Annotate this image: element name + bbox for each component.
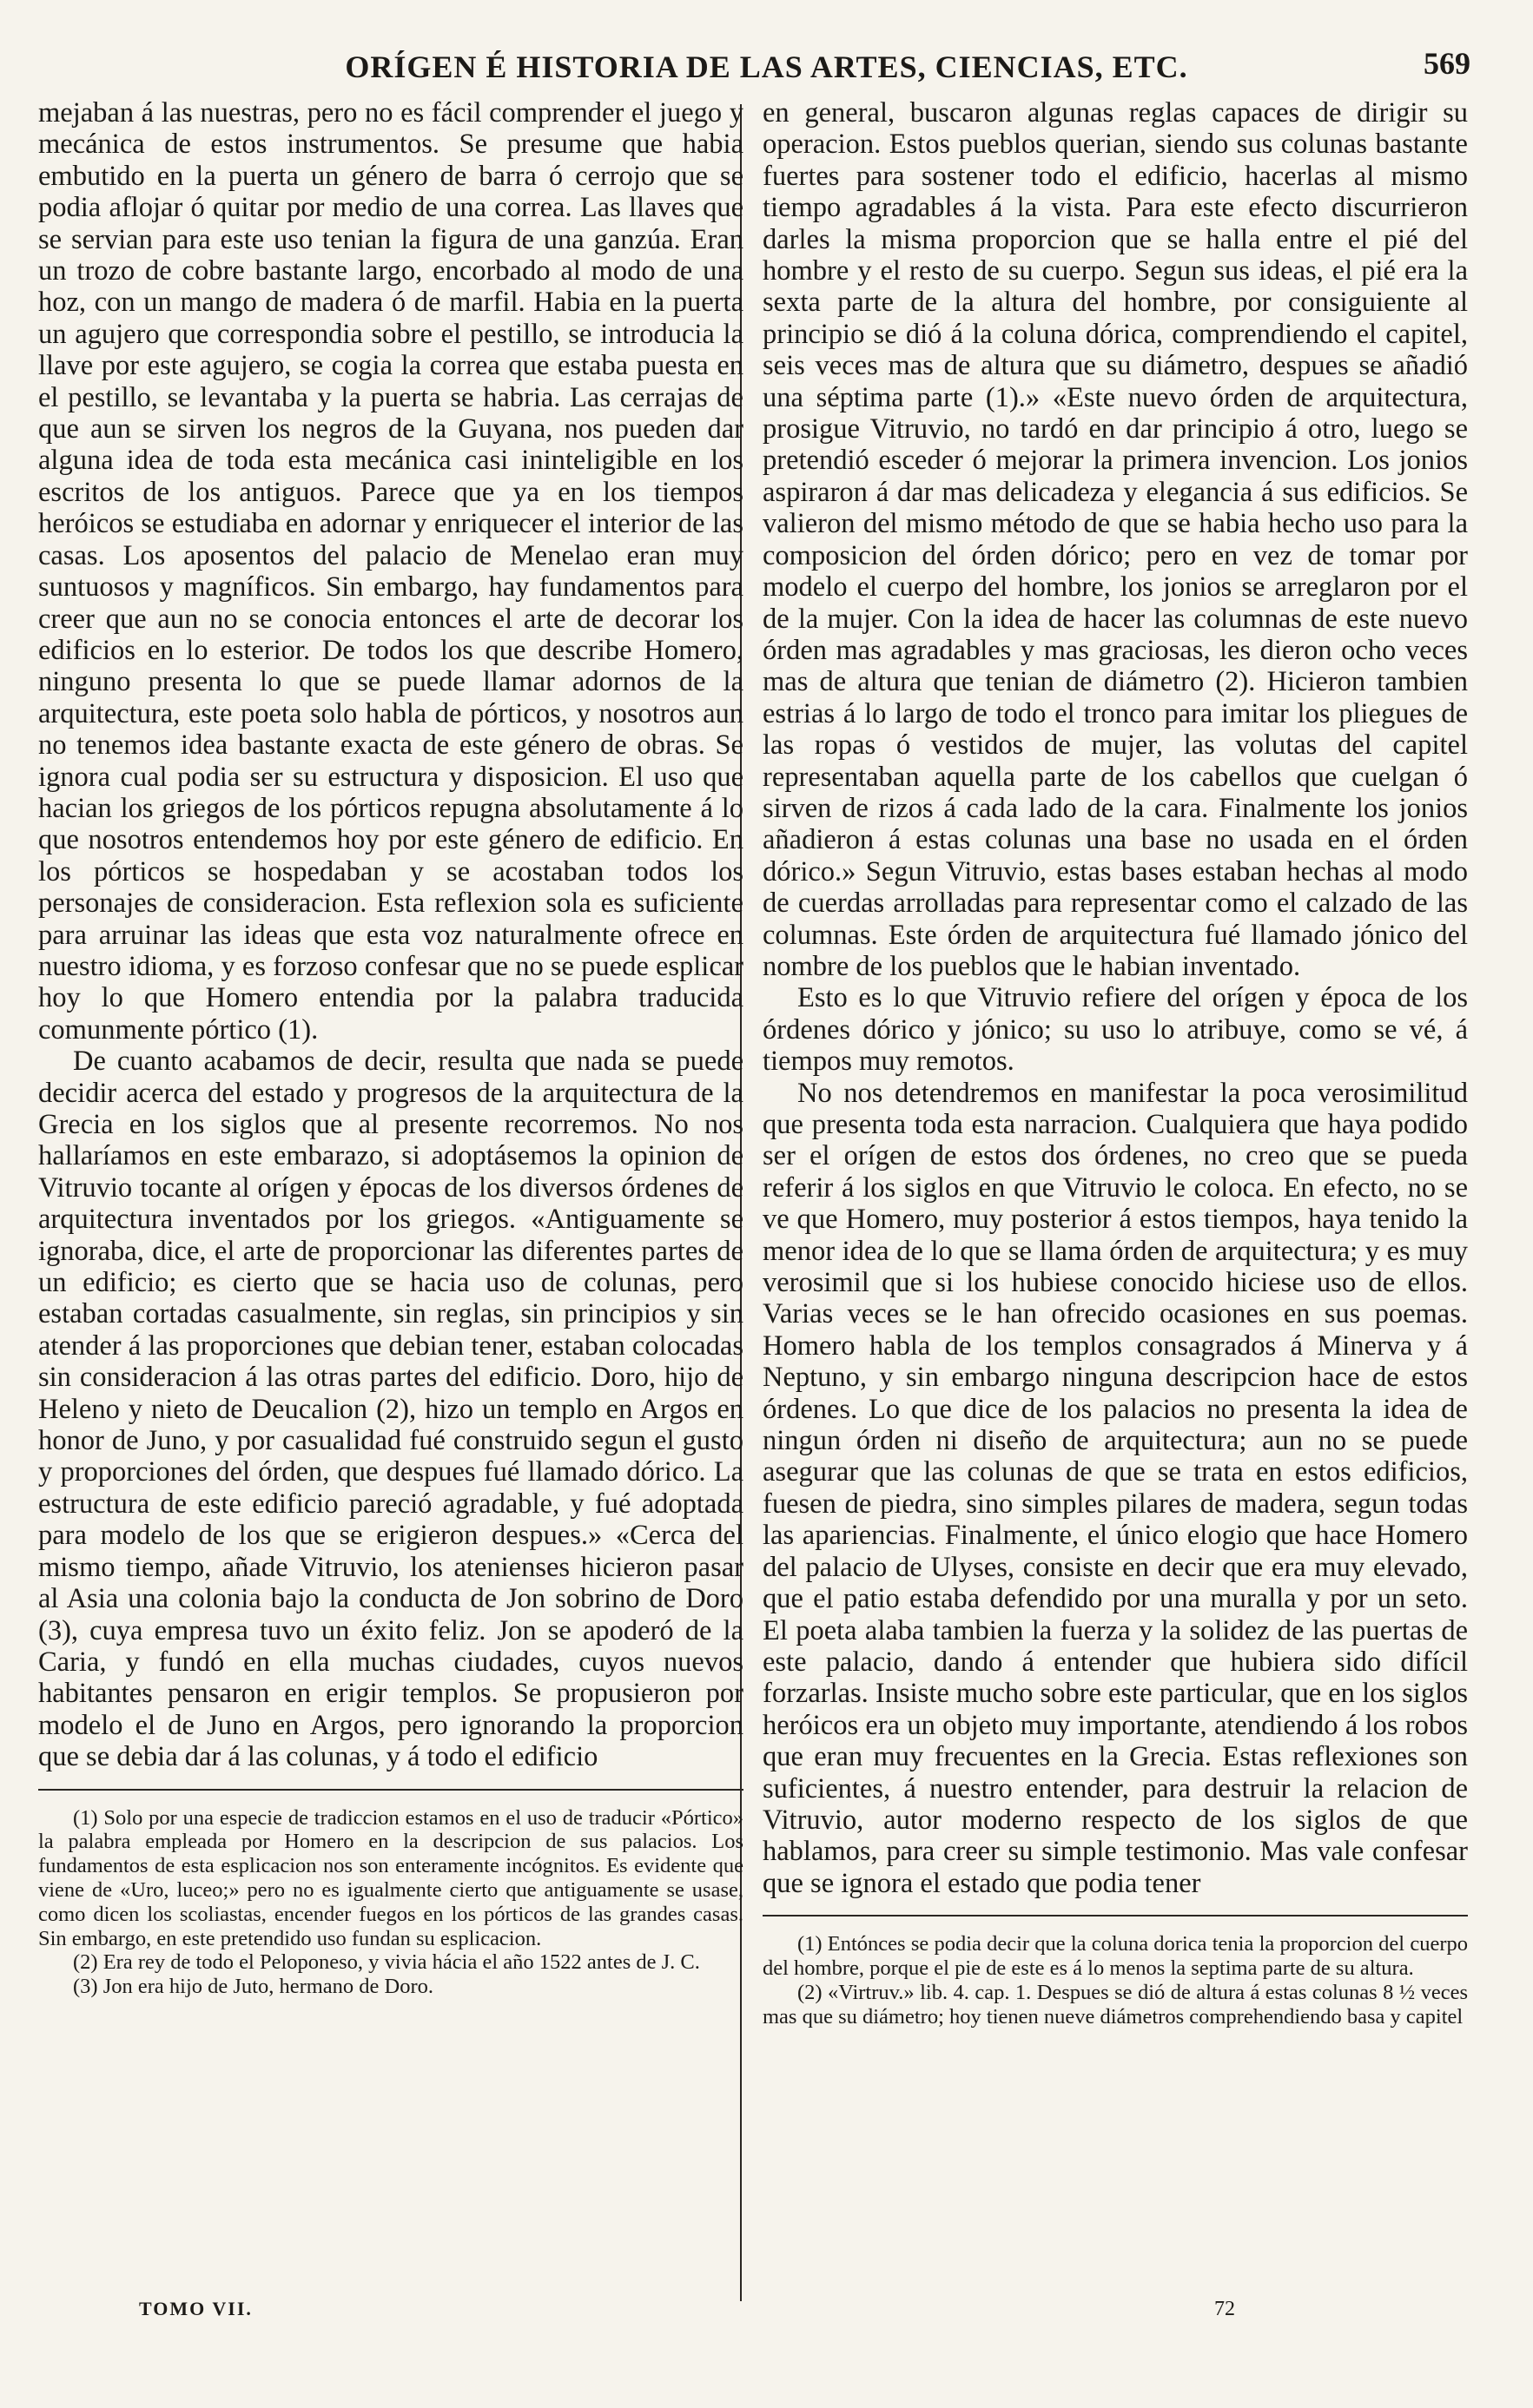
paragraph: Esto es lo que Vitruvio refiere del orígen y época de los órdenes dórico y jónico; su uso lo atribuye, como se vé, á tiempos muy remotos. (763, 982, 1468, 1078)
gathering-signature: 72 (1214, 2298, 1235, 2320)
left-body (38, 97, 743, 1773)
footnote: (1) Entónces se podia decir que la coluna dorica tenia la proporcion del cuerpo del hombre, porque el pie de este es á lo menos la septima parte de su altura. (763, 1932, 1468, 1980)
right-body (763, 97, 1468, 1899)
volume-signature: TOMO VII. (139, 2298, 253, 2319)
running-title: ORÍGEN É HISTORIA DE LAS ARTES, CIENCIAS, ETC. (345, 49, 1188, 84)
page-number: 569 (1424, 46, 1470, 81)
footnote: (2) «Virtruv.» lib. 4. cap. 1. Despues se dió de altura á estas colunas 8 ½ veces mas que su diámetro; hoy tienen nueve diámetros comprehendiendo basa y capitel (763, 1980, 1468, 2029)
footnote-rule (763, 1915, 1468, 1917)
footnote: (1) Solo por una especie de tradiccion estamos en el uso de traducir «Pórtico» la palabra empleada por Homero en la descripcion de sus palacios. Los fundamentos de esta esplicacion nos son enteramente incógnitos. Es evidente que viene de «Uro, luceo;» pero no es igualmente cierto que antiguamente se usase, como dicen los scoliastas, encender fuegos en los pórticos de las grandes casas. Sin embargo, en este pretendido uso fundan su esplicacion. (38, 1805, 743, 1950)
paragraph: No nos detendremos en manifestar la poca verosimilitud que presenta toda esta narracion. Cualquiera que haya podido ser el orígen de estos dos órdenes, no creo que se pueda referir á los siglos en que Vitruvio le coloca. En efecto, no se ve que Homero, muy posterior á estos tiempos, haya tenido la menor idea de lo que se llama órden de arquitectura; y es muy verosimil que si los hubiese conocido hiciese uso de ellos. Varias veces se le han ofrecido ocasiones en sus poemas. Homero habla de los templos consagrados á Minerva y á Neptuno, y sin embargo ninguna descripcion hace de estos órdenes. Lo que dice de los palacios no presenta la idea de ningun órden ni diseño de arquitectura; aun no se puede asegurar que las colunas de que se trata en estos edificios, fuesen de piedra, sino simples pilares de madera, segun todas las apariencias. Finalmente, el único elogio que hace Homero del palacio de Ulyses, consiste en decir que era muy elevado, que el patio estaba defendido por una muralla y por un seto. El poeta alaba tambien la fuerza y la solidez de las puertas de este palacio, dando á entender que hubiera sido difícil forzarlas. Insiste mucho sobre este particular, que en los siglos heróicos era un objeto muy importante, atendiendo á los robos que eran muy frecuentes en la Grecia. Estas reflexiones son suficientes, á nuestro entender, para destruir la relacion de Vitruvio, autor moderno respecto de los siglos de que hablamos, para creer su simple testimonio. Mas vale confesar que se ignora el estado que podia tener (763, 1077, 1468, 1899)
paragraph: en general, buscaron algunas reglas capaces de dirigir su operacion. Estos pueblos querian, siendo sus colunas bastante fuertes para sostener todo el edificio, hacerlas al mismo tiempo agradables á la vista. Para este efecto discurrieron darles la misma proporcion que se halla entre el pié del hombre y el resto de su cuerpo. Segun sus ideas, el pié era la sexta parte de la altura del hombre, por consiguiente al principio se dió á la coluna dórica, comprendiendo el capitel, seis veces mas de altura que su diámetro, despues se añadió una séptima parte (1).» «Este nuevo órden de arquitectura, prosigue Vitruvio, no tardó en dar principio á otro, luego se pretendió esceder ó mejorar la primera invencion. Los jonios aspiraron á dar mas delicadeza y elegancia á sus edificios. Se valieron del mismo método de que se habia hecho uso para la composicion del órden dórico; pero en vez de tomar por modelo el cuerpo del hombre, los jonios se arreglaron por el de la mujer. Con la idea de hacer las columnas de este nuevo órden mas agradables y mas graciosas, les dieron ocho veces mas de altura que tenian de diámetro (2). Hicieron tambien estrias á lo largo de todo el tronco para imitar los pliegues de las ropas ó vestidos de mujer, las volutas del capitel representaban aquella parte de los cabellos que cuelgan ó sirven de rizos á cada lado de la cara. Finalmente los jonios añadieron á estas colunas una base no usada en el órden dórico.» Segun Vitruvio, estas bases estaban hechas al modo de cuerdas arrolladas para representar como el calzado de las columnas. Este órden de arquitectura fué llamado jónico del nombre de los pueblos que le habian inventado. (763, 97, 1468, 982)
paragraph: De cuanto acabamos de decir, resulta que nada se puede decidir acerca del estado y progresos de la arquitectura de la Grecia en los siglos que al presente recorremos. No nos hallaríamos en este embarazo, si adoptásemos la opinion de Vitruvio tocante al orígen y épocas de los diversos órdenes de arquitectura inventados por los griegos. «Antiguamente se ignoraba, dice, el arte de proporcionar las diferentes partes de un edificio; es cierto que se hacia uso de colunas, pero estaban cortadas casualmente, sin reglas, sin principios y sin atender á las proporciones que debian tener, estaban colocadas sin consideracion á las otras partes del edificio. Doro, hijo de Heleno y nieto de Deucalion (2), hizo un templo en Argos en honor de Juno, y por casualidad fué construido segun el gusto y proporciones del órden, que despues fué llamado dórico. La estructura de este edificio pareció agradable, y fué adoptada para modelo de los que se erigieron despues.» «Cerca del mismo tiempo, añade Vitruvio, los atenienses hicieron pasar al Asia una colonia bajo la conducta de Jon sobrino de Doro (3), cuya empresa tuvo un éxito feliz. Jon se apoderó de la Caria, y fundó en ella muchas ciudades, cuyos nuevos habitantes pensaron en erigir templos. Se propusieron por modelo el de Juno en Argos, pero ignorando la proporcion que se debia dar á las colunas, y á todo el edificio (38, 1046, 743, 1773)
right-footnotes (763, 1932, 1468, 2029)
left-column (38, 97, 743, 2386)
right-column (763, 97, 1468, 2386)
footnote: (3) Jon era hijo de Juto, hermano de Doro. (73, 1975, 434, 1999)
footnote-rule (38, 1789, 743, 1791)
left-footnotes (38, 1806, 743, 1999)
paragraph: mejaban á las nuestras, pero no es fácil comprender el juego y mecánica de estos instrumentos. Se presume que habia embutido en la puerta un género de barra ó cerrojo que se podia aflojar ó quitar por medio de una correa. Las llaves que se servian para este uso tenian la figura de una ganzúa. Eran un trozo de cobre bastante largo, encorbado al modo de una hoz, con un mango de madera ó de marfil. Habia en la puerta un agujero que correspondia sobre el pestillo, se introducia la llave por este agujero, se cogia la correa que estaba puesta en el pestillo, se levantaba y la puerta se habria. Las cerrajas de que aun se sirven los negros de la Guyana, nos pueden dar alguna idea de toda esta mecánica casi ininteligible en los escritos de los antiguos. Parece que ya en los tiempos heróicos se estudiaba en adornar y enriquecer el interior de las casas. Los aposentos del palacio de Menelao eran muy suntuosos y magníficos. Sin embargo, hay fundamentos para creer que aun no se conocia entonces el arte de decorar los edificios en lo esterior. De todos los que describe Homero, ninguno presenta lo que se puede llamar adornos de la arquitectura, este poeta solo habla de pórticos, y nosotros aun no tenemos idea bastante exacta de este género de obras. Se ignora cual podia ser su estructura y disposicion. El uso que hacian los griegos de los pórticos repugna absolutamente á lo que nosotros entendemos hoy por este género de edificio. En los pórticos se hospedaban y se acostaban todos los personajes de consideracion. Esta reflexion sola es suficiente para arruinar las ideas que esta voz naturalmente ofrece en nuestro idioma, y es forzoso confesar que no se puede esplicar hoy lo que Homero entendia por la palabra traducida comunmente pórtico (1). (38, 97, 743, 1046)
footnote: (2) Era rey de todo el Peloponeso, y vivia hácia el año 1522 antes de J. C. (73, 1950, 700, 1975)
page-header (0, 33, 1533, 94)
